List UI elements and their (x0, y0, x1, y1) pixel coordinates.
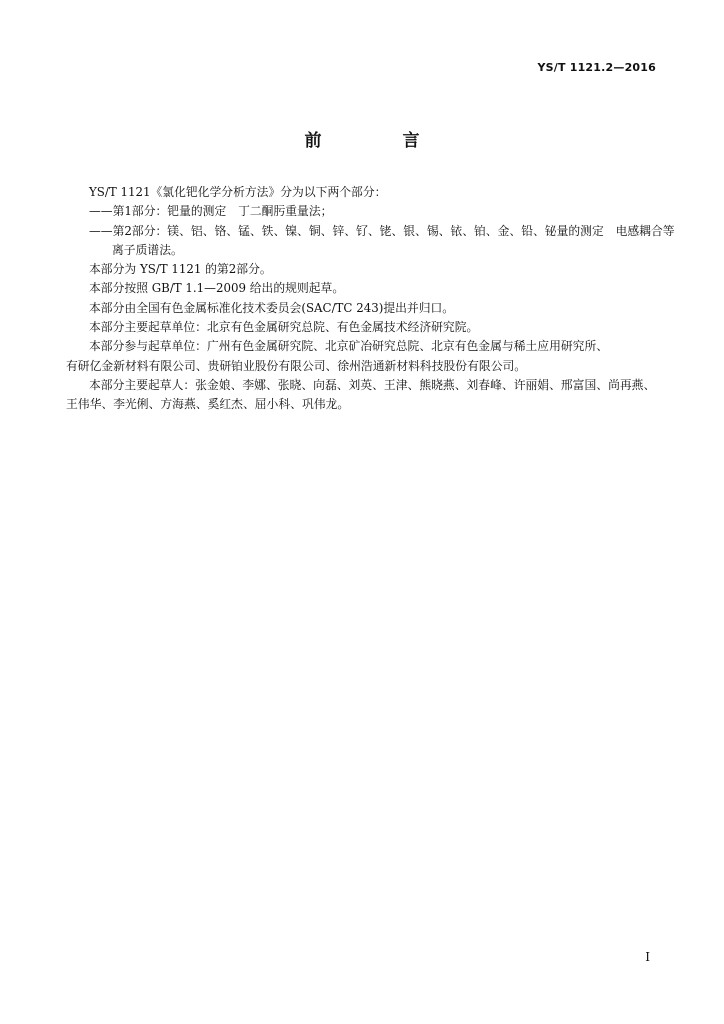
standard-code: YS/T 1121.2—2016 (537, 61, 656, 74)
paragraph-parts-intro: YS/T 1121《氯化钯化学分析方法》分为以下两个部分： (89, 185, 387, 199)
paragraph-proposed-by: 本部分由全国有色金属标准化技术委员会(SAC/TC 243)提出并归口。 (89, 300, 455, 315)
paragraph-drafting-rules: 本部分按照 GB/T 1.1—2009 给出的规则起草。 (89, 281, 345, 296)
paragraph-part-1: ——第1部分：钯量的测定 丁二酮肟重量法； (89, 204, 333, 219)
page-number: I (645, 950, 650, 964)
paragraph-part-2: ——第2部分：镁、铝、铬、锰、铁、镍、铜、锌、钌、铑、银、锡、铱、铂、金、铅、铋量的测定 电感耦合等 (89, 223, 675, 238)
paragraph-main-drafters: 本部分主要起草人：张金娘、李娜、张晓、向磊、刘英、王津、熊晓燕、刘春峰、许丽娟、邢富国、尚再燕、 (89, 377, 656, 392)
page-title: 前 言 (304, 131, 452, 151)
paragraph-part-2-continued: 离子质谱法。 (112, 242, 183, 257)
paragraph-main-drafting-units: 本部分主要起草单位：北京有色金属研究总院、有色金属技术经济研究院。 (89, 320, 479, 335)
paragraph-participating-units-continued: 有研亿金新材料有限公司、贵研铂业股份有限公司、徐州浩通新材料科技股份有限公司。 (66, 358, 527, 373)
paragraph-main-drafters-continued: 王伟华、李光俐、方海燕、奚红杰、屈小科、巩伟龙。 (66, 397, 350, 412)
paragraph-participating-units: 本部分参与起草单位：广州有色金属研究院、北京矿冶研究总院、北京有色金属与稀土应用研究所、 (89, 339, 609, 354)
paragraph-this-part: 本部分为 YS/T 1121 的第2部分。 (89, 262, 272, 277)
foreword-body (66, 183, 675, 415)
